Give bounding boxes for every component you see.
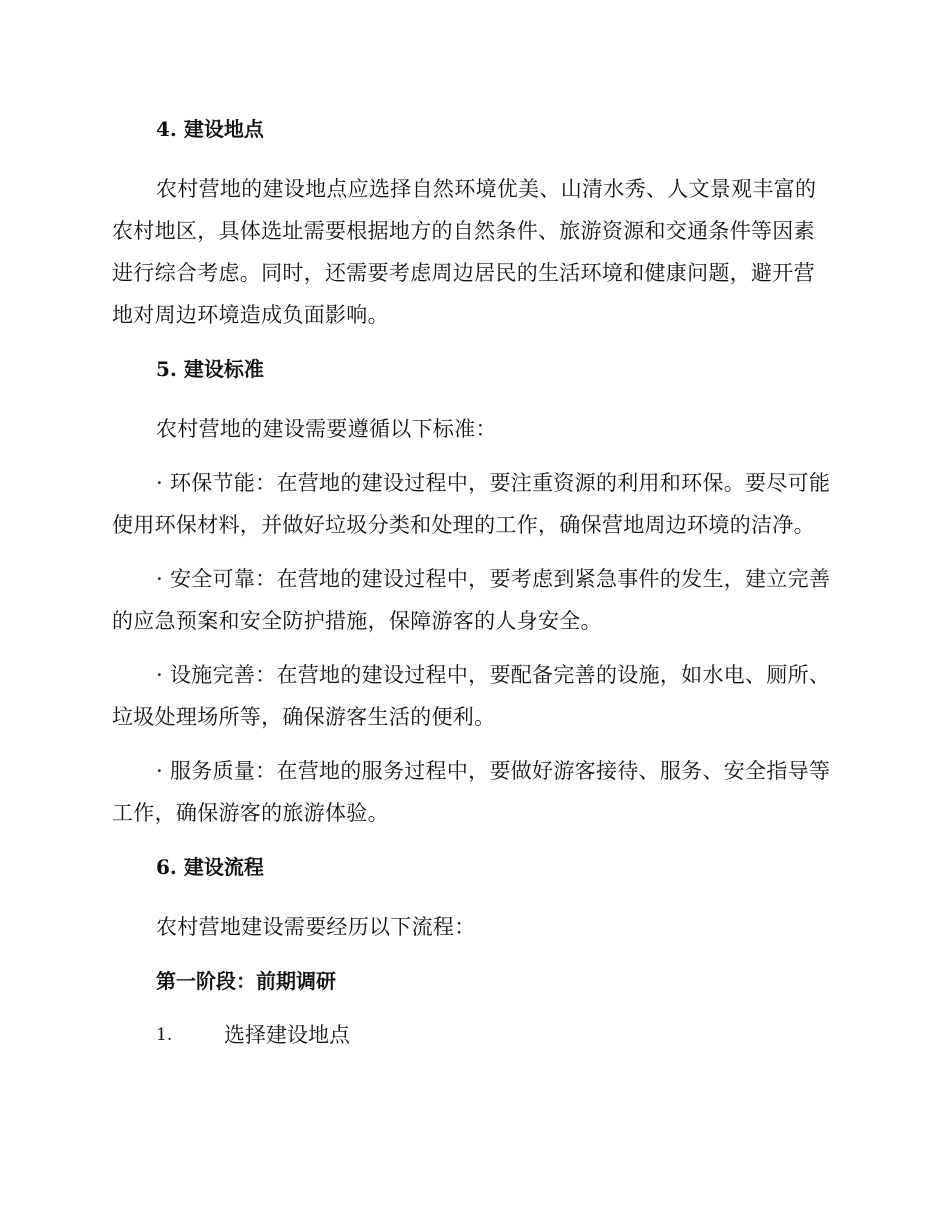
stage-1-title: 第一阶段：前期调研 xyxy=(156,969,336,993)
section-4-paragraph: 农村营地的建设地点应选择自然环境优美、山清水秀、人文景观丰富的农村地区，具体选址需要根据地方的自然条件、旅游资源和交通条件等因素进行综合考虑。同时，还需要考虑周边居民的生活环境和健康问题，避开营地对周边环境造成负面影响。 xyxy=(112,177,817,327)
list-item-number: 1. xyxy=(156,1025,173,1045)
standard-bullet-facilities: · 设施完善：在营地的建设过程中，要配备完善的设施，如水电、厕所、垃圾处理场所等，确保游客生活的便利。 xyxy=(112,663,831,729)
section-4-heading: 4. 建设地点 xyxy=(156,117,264,141)
standard-bullet-eco: · 环保节能：在营地的建设过程中，要注重资源的利用和环保。要尽可能使用环保材料，并做好垃圾分类和处理的工作，确保营地周边环境的洁净。 xyxy=(112,471,831,537)
section-5-heading: 5. 建设标准 xyxy=(156,357,264,381)
list-item-text: 选择建设地点 xyxy=(224,1023,350,1047)
list-item xyxy=(112,1014,832,1056)
section-6-intro: 农村营地建设需要经历以下流程： xyxy=(156,915,476,939)
section-5-intro: 农村营地的建设需要遵循以下标准： xyxy=(156,417,497,441)
standard-bullet-safety: · 安全可靠：在营地的建设过程中，要考虑到紧急事件的发生，建立完善的应急预案和安全防护措施，保障游客的人身安全。 xyxy=(112,567,831,633)
standard-bullet-service: · 服务质量：在营地的服务过程中，要做好游客接待、服务、安全指导等工作，确保游客的旅游体验。 xyxy=(112,759,831,825)
section-6-heading: 6. 建设流程 xyxy=(156,855,264,879)
document-content xyxy=(112,108,832,1056)
